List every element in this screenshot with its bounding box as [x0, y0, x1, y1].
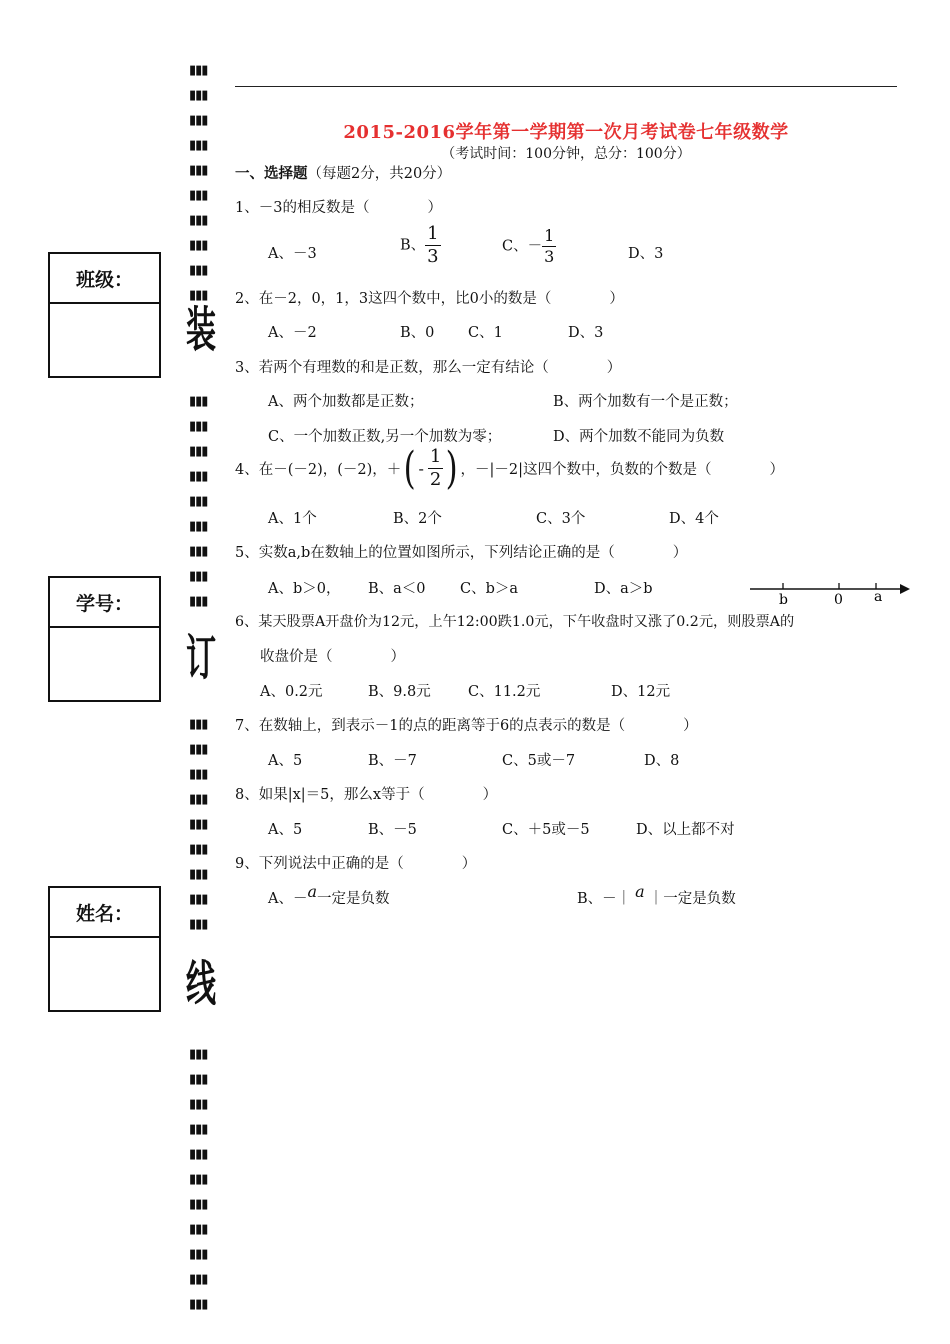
question-1-stem: 1、－3的相反数是（ ） [235, 200, 442, 216]
question-5-option-a: A、b＞0， [268, 581, 341, 597]
student-id-field[interactable] [50, 628, 159, 700]
header-rule [235, 86, 897, 87]
question-9-option-b: B、－｜ a ｜一定是负数 [577, 882, 736, 907]
question-6-option-a: A、0.2元 [260, 684, 323, 700]
question-3-option-a: A、两个加数都是正数； [268, 394, 424, 410]
label-zero: 0 [834, 592, 843, 607]
binding-dots-upper-mid: ▮▮▮ ▮▮▮ ▮▮▮ ▮▮▮ ▮▮▮ ▮▮▮ ▮▮▮ ▮▮▮ ▮▮▮ [189, 394, 208, 609]
binding-dots-top: ▮▮▮ ▮▮▮ ▮▮▮ ▮▮▮ ▮▮▮ ▮▮▮ ▮▮▮ ▮▮▮ ▮▮▮ ▮▮▮ [189, 63, 208, 303]
question-4-option-c: C、3个 [536, 511, 586, 527]
number-line-diagram [748, 577, 912, 607]
question-5-option-c: C、b＞a [460, 581, 519, 597]
question-3-option-c: C、一个加数正数,另一个加数为零； [268, 429, 502, 445]
question-1-option-b: B、 $\frac{1}{3}$ [400, 223, 439, 267]
question-5-option-b: B、a＜0 [368, 581, 426, 597]
question-8-option-a: A、5 [268, 822, 303, 838]
question-2-option-b: B、0 [400, 325, 435, 341]
question-3-stem: 3、若两个有理数的和是正数，那么一定有结论（ ） [235, 360, 622, 376]
question-2-option-a: A、－2 [268, 325, 317, 341]
question-2-stem: 2、在－2，0，1，3这四个数中，比0小的数是（ ） [235, 291, 624, 307]
question-9-stem: 9、下列说法中正确的是（ ） [235, 856, 477, 872]
exam-subtitle: （考试时间：100分钟，总分：100分） [441, 146, 691, 162]
fraction-one-third: $\frac{1}{3}$ [544, 226, 555, 266]
section-title: 一、选择题 [235, 165, 308, 182]
question-9-option-a: A、－a一定是负数 [268, 882, 390, 907]
name-field[interactable] [50, 938, 159, 1010]
student-id-box [48, 576, 161, 702]
binding-char-xian: 线 [186, 956, 216, 1013]
binding-char-ding: 订 [186, 630, 216, 687]
binding-dots-bottom: ▮▮▮ ▮▮▮ ▮▮▮ ▮▮▮ ▮▮▮ ▮▮▮ ▮▮▮ ▮▮▮ ▮▮▮ ▮▮▮ ▮▮▮ [189, 1047, 208, 1312]
question-8-option-b: B、－5 [368, 822, 417, 838]
label-b: b [779, 592, 788, 607]
question-8-option-c: C、＋5或－5 [502, 822, 590, 838]
section-heading [235, 162, 451, 183]
section-note: （每题2分，共20分） [307, 166, 452, 182]
question-4-stem: 4、在－(－2)，(－2)，＋( - $\frac{1}{2}$ ) ，－|－2|这四个数中，负数的个数是（ ） [235, 442, 785, 494]
fraction-one-half: $\frac{1}{2}$ [429, 446, 442, 490]
question-8-stem: 8、如果|x|＝5，那么x等于（ ） [235, 787, 498, 803]
question-1-option-a: A、－3 [268, 246, 317, 262]
question-2-option-c: C、1 [468, 325, 503, 341]
binding-char-zhuang: 装 [186, 302, 216, 359]
question-6-option-d: D、12元 [611, 684, 671, 700]
question-1-option-c: C、－ $\frac{1}{3}$ [502, 226, 555, 266]
binding-dots-lower-mid: ▮▮▮ ▮▮▮ ▮▮▮ ▮▮▮ ▮▮▮ ▮▮▮ ▮▮▮ ▮▮▮ ▮▮▮ [189, 717, 208, 932]
student-id-label: 学号： [50, 578, 159, 628]
question-5-stem: 5、实数a,b在数轴上的位置如图所示，下列结论正确的是（ ） [235, 545, 688, 561]
exam-title: 2015-2016学年第一学期第一次月考试卷七年级数学 [343, 122, 789, 143]
class-label: 班级： [50, 254, 159, 304]
question-7-option-c: C、5或－7 [502, 753, 576, 769]
question-7-stem: 7、在数轴上，到表示－1的点的距离等于6的点表示的数是（ ） [235, 718, 698, 734]
question-7-option-a: A、5 [268, 753, 303, 769]
name-box [48, 886, 161, 1012]
question-1-option-d: D、3 [628, 246, 664, 262]
question-7-option-d: D、8 [644, 753, 680, 769]
variable-a: a [635, 882, 645, 901]
left-paren: ( [403, 442, 416, 494]
class-box [48, 252, 161, 378]
question-7-option-b: B、－7 [368, 753, 417, 769]
question-3-option-b: B、两个加数有一个是正数； [553, 394, 738, 410]
question-5-option-d: D、a＞b [594, 581, 653, 597]
class-field[interactable] [50, 304, 159, 376]
number-line-arrowhead [900, 584, 910, 594]
name-label: 姓名： [50, 888, 159, 938]
label-a: a [874, 589, 883, 605]
question-4-option-d: D、4个 [669, 511, 719, 527]
question-4-option-b: B、2个 [393, 511, 442, 527]
variable-a: a [307, 882, 318, 901]
question-2-option-d: D、3 [568, 325, 604, 341]
right-paren: ) [445, 442, 458, 494]
question-6-option-c: C、11.2元 [468, 684, 541, 700]
question-6-option-b: B、9.8元 [368, 684, 431, 700]
question-6-stem-line1: 6、某天股票A开盘价为12元，上午12:00跌1.0元，下午收盘时又涨了0.2元，则股票A的 [235, 614, 795, 630]
question-8-option-d: D、以上都不对 [636, 822, 735, 838]
question-3-option-d: D、两个加数不能同为负数 [553, 429, 725, 445]
question-6-stem-line2: 收盘价是（ ） [260, 649, 405, 665]
question-4-option-a: A、1个 [268, 511, 317, 527]
fraction-one-third: $\frac{1}{3}$ [427, 223, 439, 267]
